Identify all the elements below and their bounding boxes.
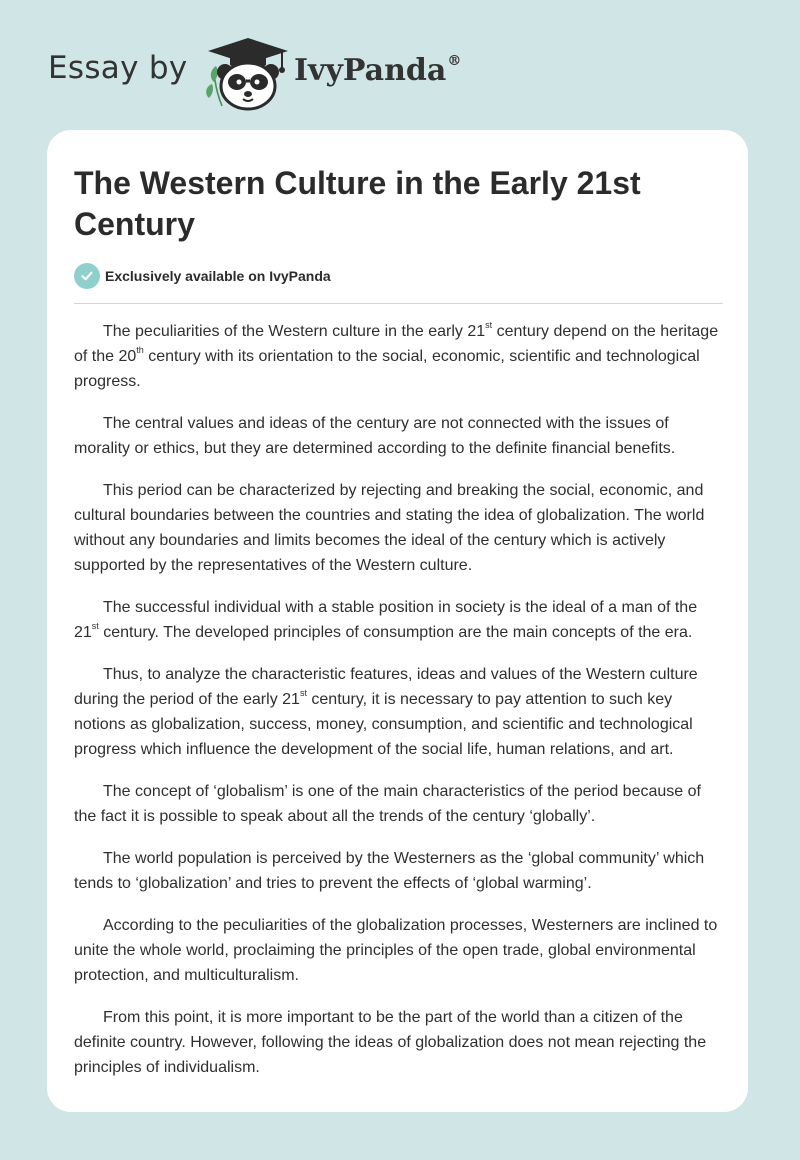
divider bbox=[74, 303, 723, 304]
paragraph: Thus, to analyze the characteristic features, ideas and values of the Western culture during the period of the early 21st century, it is necessary to pay attention to such key notions as globalization, success, money, consumption, and scientific and technological progress which influence the development of the social life, human relations, and art. bbox=[74, 666, 698, 758]
paragraph: The world population is perceived by the Westerners as the ‘global community’ which tends to ‘globalization’ and tries to prevent the effects of ‘global warming’. bbox=[74, 850, 705, 892]
essay-title: The Western Culture in the Early 21st Century bbox=[74, 165, 641, 242]
paragraph: This period can be characterized by rejecting and breaking the social, economic, and cultural boundaries between the countries and stating the idea of globalization. The world without any boundaries and limits becomes the ideal of the century which is actively supported by the representatives of the Western culture. bbox=[74, 482, 705, 574]
essay-by-label: Essay by bbox=[48, 50, 188, 86]
registered-mark: ® bbox=[447, 53, 462, 69]
paragraph: The central values and ideas of the century are not connected with the issues of morality or ethics, but they are determined according to the definite financial benefits. bbox=[74, 415, 676, 457]
check-circle-icon bbox=[74, 263, 100, 289]
essay-card bbox=[47, 130, 748, 1112]
brand-name[interactable]: IvyPanda® bbox=[294, 53, 462, 88]
panda-graduate-logo-icon[interactable] bbox=[200, 36, 290, 112]
paragraph: From this point, it is more important to be the part of the world than a citizen of the definite country. However, following the ideas of globalization does not mean rejecting the principles of individualism. bbox=[74, 1009, 707, 1076]
paragraph: According to the peculiarities of the globalization processes, Westerners are inclined to unite the whole world, proclaiming the principles of the open trade, global environmental protection, and multiculturalism. bbox=[74, 917, 718, 984]
paragraph: The peculiarities of the Western culture in the early 21st century depend on the heritage of the 20th century with its orientation to the social, economic, scientific and technological progress. bbox=[74, 319, 719, 390]
site-header bbox=[0, 0, 800, 130]
paragraph: The successful individual with a stable position in society is the ideal of a man of the 21st century. The developed principles of consumption are the main concepts of the era. bbox=[74, 599, 698, 641]
essay-body bbox=[74, 319, 726, 1097]
exclusive-badge-label: Exclusively available on IvyPanda bbox=[105, 268, 331, 284]
exclusive-badge bbox=[74, 263, 331, 289]
paragraph: The concept of ‘globalism’ is one of the main characteristics of the period because of the fact it is possible to speak about all the trends of the century ‘globally’. bbox=[74, 783, 701, 825]
